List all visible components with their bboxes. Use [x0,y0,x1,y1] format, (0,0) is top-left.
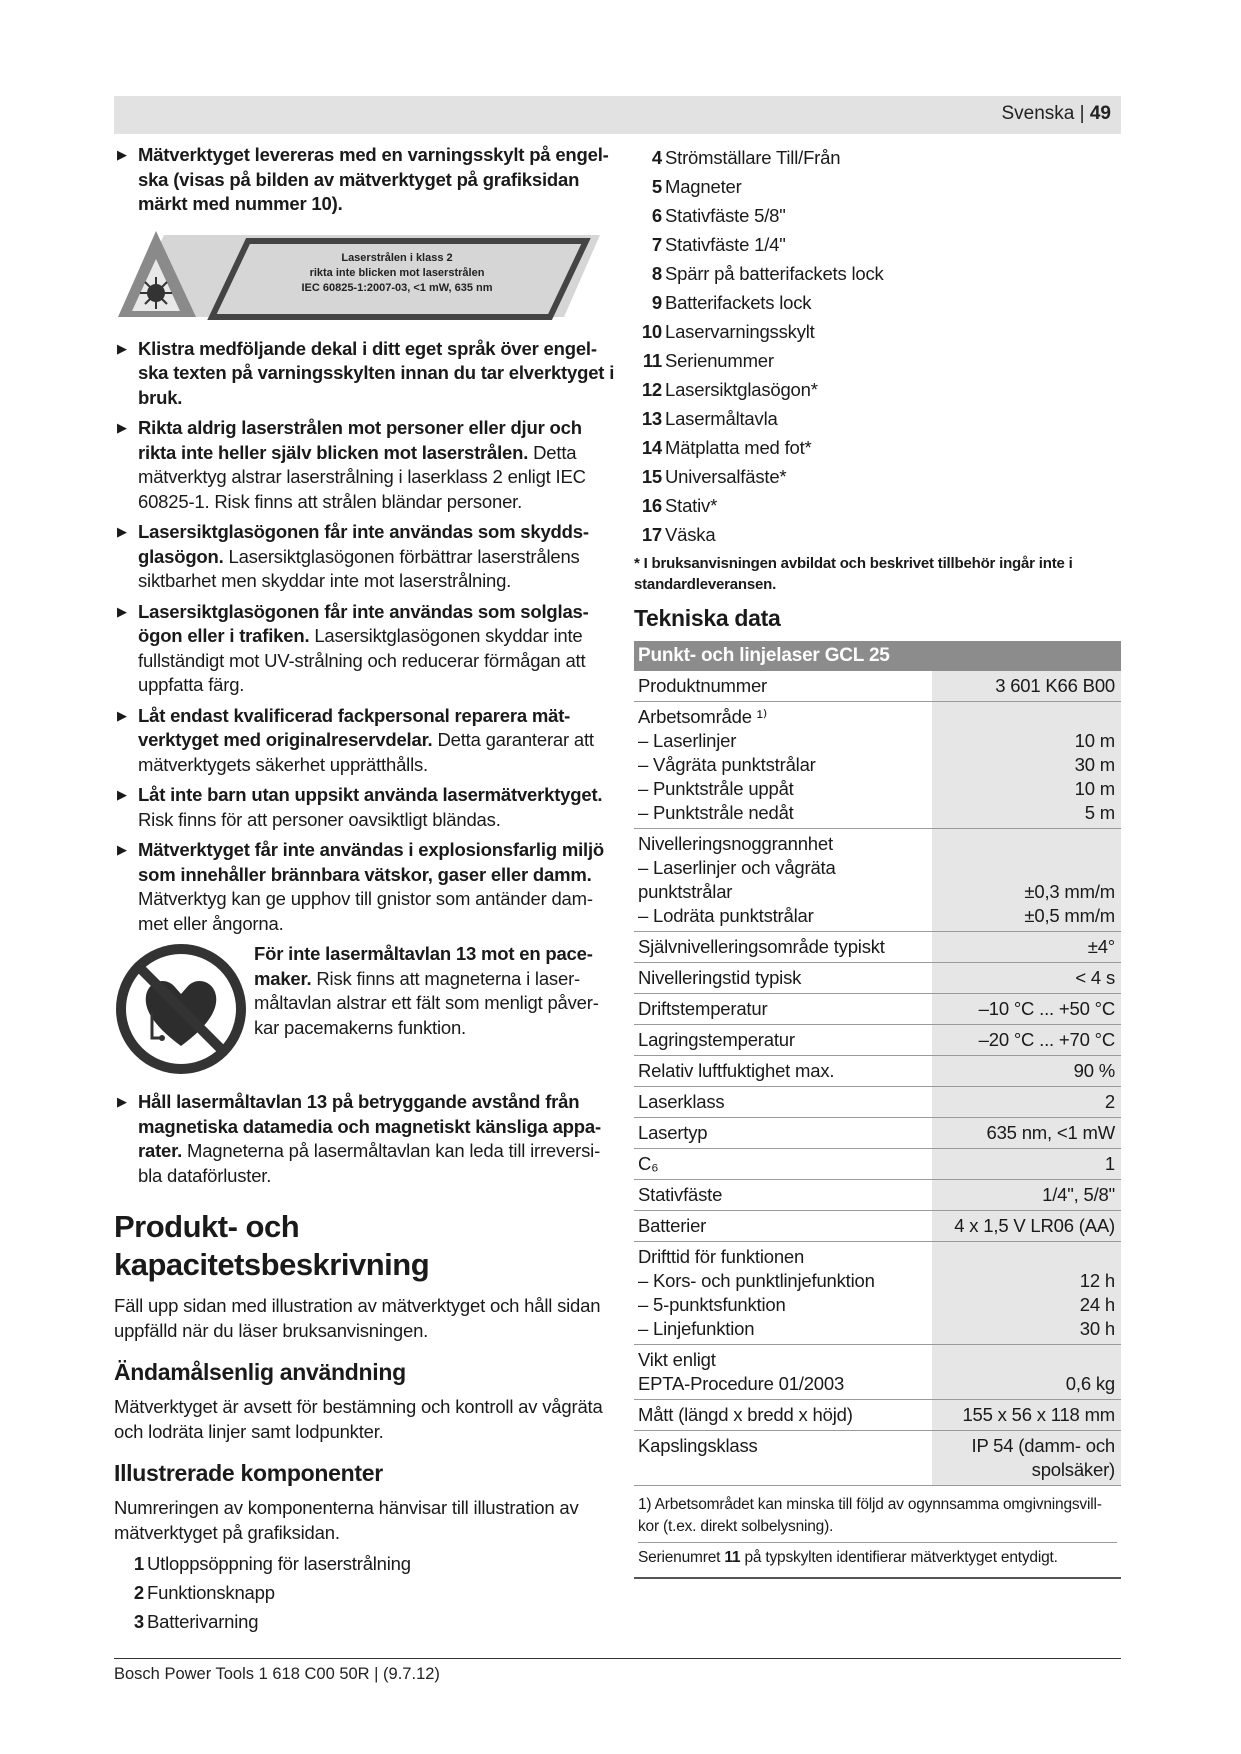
bullet-text: Mätverktyg kan ge upphov till gnistor som antänder dam-met eller ångorna. [138,888,593,934]
spec-value [932,671,1121,702]
spec-label-line: – Kors- och punktlinjefunktion [638,1270,875,1291]
spec-label-line: Nivelleringsnoggrannhet [638,833,833,854]
table-header: Punkt- och linjelaser GCL 25 [634,641,1121,671]
table-row [634,1400,1121,1431]
bullet-arrow-icon: ▶ [117,787,127,802]
spec-label-line: Vikt enligt [638,1349,716,1370]
spec-label [634,1211,932,1242]
safety-bullet-7 [114,783,616,832]
component-label: Stativfäste 1/4" [665,234,786,255]
spec-value-line: 30 h [1079,1318,1115,1339]
table-row [634,1345,1121,1400]
spec-label [634,932,932,963]
spec-value-line: ±4° [1087,936,1115,957]
spec-value-line: 1/4", 5/8" [1042,1184,1115,1205]
bullet-arrow-icon: ▶ [117,420,127,435]
header-language: Svenska [1001,103,1075,124]
safety-bullet-4 [114,520,616,594]
left-column [114,143,616,1636]
spec-label [634,1025,932,1056]
spec-value-line: 10 m [1074,778,1115,799]
bullet-arrow-icon: ▶ [117,603,127,619]
serial-note-pre: Serienumret [638,1549,725,1566]
component-number: 6 [651,205,662,226]
component-label: Batterivarning [147,1611,259,1632]
component-label: Stativ* [665,495,718,516]
safety-bullet-8 [114,838,616,936]
list-item [634,288,1121,317]
bullet-arrow-icon: ▶ [117,707,127,723]
component-number: 1 [133,1553,144,1574]
accessory-note: * I bruksanvisningen avbildat och beskrivet tillbehör ingår inte i standardleveransen. [634,555,1073,593]
table-row [634,1087,1121,1118]
page-header [114,96,1121,134]
table-row [634,1211,1121,1242]
spec-label [634,1345,932,1400]
table-row [634,932,1121,963]
bullet-arrow-icon: ▶ [117,842,127,857]
safety-bullet-1 [114,143,616,217]
footnote-1: 1) Arbetsområdet kan minska till följd av ogynnsamma omgivningsvill-kor (t.ex. direkt solbelysning). [638,1496,1102,1535]
spec-value-line [936,705,1115,729]
component-number: 15 [641,466,662,487]
spec-value-line: < 4 s [1075,967,1115,988]
spec-value-line: 30 m [1074,754,1115,775]
component-number: 3 [133,1611,144,1632]
bullet-text: Detta garanterar att mätverktygets säkerhet upprätthålls. [138,729,594,775]
component-label: Spärr på batterifackets lock [665,263,884,284]
component-label: Utloppsöppning för laserstrålning [147,1553,411,1574]
spec-label [634,1087,932,1118]
spec-label-line: – Punktstråle nedåt [638,802,794,823]
spec-label [634,1431,932,1486]
tech-data-title: Tekniska data [634,605,781,631]
component-label: Lasersiktglasögon* [665,379,818,400]
spec-value-line: 12 h [1079,1270,1115,1291]
component-label: Lasermåltavla [665,408,778,429]
spec-label-line: Laserklass [638,1091,725,1112]
spec-label-line: Lasertyp [638,1122,708,1143]
table-row [634,994,1121,1025]
bullet-bold: Håll lasermåltavlan 13 på betryggande avstånd från magnetiska datamedia och magnetiskt känsliga appa-rater. [138,1091,601,1161]
component-number: 12 [641,379,662,400]
safety-bullet-3 [114,416,616,514]
spec-value [932,1242,1121,1345]
list-item [634,520,1121,549]
bullet-bold: Klistra medföljande dekal i ditt eget språk över engel-ska texten på varningsskylten innan du tar elverktyget i bruk. [138,337,615,408]
bullet-text: Risk finns för att personer oavsiktligt bländas. [138,808,501,830]
spec-label [634,1149,932,1180]
bullet-text: Lasersiktglasögonen skyddar inte fullständigt mot UV-strålning och reducerar förmågan att uppfatta färg. [138,625,586,695]
bullet-bold: Låt inte barn utan uppsikt använda lasermätverktyget. [138,784,603,805]
bullet-bold: Mätverktyget får inte användas i explosionsfarlig miljö som innehåller brännbara vätskor, gaser eller damm. [138,839,605,885]
list-item [634,462,1121,491]
table-row [634,829,1121,932]
spec-value-line [936,1348,1115,1372]
header-separator: | [1074,103,1090,124]
spec-label-line: EPTA-Procedure 01/2003 [638,1373,845,1394]
bullet-arrow-icon: ▶ [117,147,127,162]
component-number: 10 [641,321,662,342]
bullet-arrow-icon: ▶ [117,340,127,356]
spec-label-line: C₆ [638,1153,659,1174]
spec-value-line: –20 °C ... +70 °C [978,1029,1115,1050]
component-number: 13 [641,408,662,429]
spec-value-line: 2 [1104,1091,1115,1112]
component-label: Batterifackets lock [665,292,812,313]
page-footer: Bosch Power Tools 1 618 C00 50R | (9.7.12) [114,1665,440,1683]
spec-label-line: – Laserlinjer och vågräta [638,857,836,878]
spec-value [932,1180,1121,1211]
table-row [634,671,1121,702]
spec-label-line: Nivelleringstid typisk [638,967,802,988]
bullet-arrow-icon: ▶ [117,1094,127,1109]
laser-warning-label [116,229,600,325]
table-row [634,1025,1121,1056]
bullet-arrow-icon: ▶ [117,524,127,539]
warning-line-2: rikta inte blicken mot laserstrålen [309,266,485,279]
list-item [130,1607,616,1636]
component-number: 14 [641,437,662,458]
component-list-left [130,1549,616,1636]
spec-value [932,963,1121,994]
tech-data-table [634,641,1121,1486]
spec-label-line: Drifttid för funktionen [638,1246,805,1267]
list-item [634,375,1121,404]
spec-label-line: punktstrålar [638,881,733,902]
header-text [1001,103,1111,125]
spec-label [634,1180,932,1211]
component-number: 11 [642,350,662,371]
footer-divider [114,1658,1121,1659]
component-label: Laservarningsskylt [665,321,815,342]
table-row [634,1180,1121,1211]
components-intro: Numreringen av komponenterna hänvisar till illustration av mätverktyget på grafiksidan. [114,1497,579,1543]
bullet-text: Magneterna på lasermåltavlan kan leda till irreversi-bla dataförluster. [138,1140,601,1186]
bullet-bold: Lasersiktglasögonen får inte användas som solglas-ögon eller i trafiken. [138,600,589,646]
table-row [634,1242,1121,1345]
table-row [634,1431,1121,1486]
spec-label-line: – Linjefunktion [638,1318,755,1339]
list-item [130,1549,616,1578]
spec-value [932,1211,1121,1242]
spec-label [634,1242,932,1345]
list-item [634,491,1121,520]
list-item [634,259,1121,288]
bullet-text: Detta mätverktyg alstrar laserstrålning i laserklass 2 enligt IEC 60825-1. Risk finns att strålen bländar personer. [138,441,586,512]
spec-value-line: 3 601 K66 B00 [995,675,1115,696]
spec-label-line: Driftstemperatur [638,998,768,1019]
spec-label-line [638,1458,928,1482]
bullet-bold: Lasersiktglasögonen får inte användas som skydds-glasögon. [138,521,589,567]
list-item [634,317,1121,346]
spec-value-line: –10 °C ... +50 °C [978,998,1115,1019]
spec-value-line: 5 m [1084,802,1115,823]
spec-label [634,829,932,932]
spec-label-line: Arbetsområde ¹⁾ [638,706,768,727]
spec-label-line: Kapslingsklass [638,1435,758,1456]
component-number: 2 [133,1582,144,1603]
page-number: 49 [1089,103,1111,124]
list-item [634,172,1121,201]
spec-label-line: Batterier [638,1215,707,1236]
component-number: 5 [651,176,662,197]
bullet-bold: Låt endast kvalificerad fackpersonal reparera mät-verktyget med originalreservdelar. [138,704,571,750]
spec-value-line [936,856,1115,880]
spec-value-line: 4 x 1,5 V LR06 (AA) [954,1215,1115,1236]
spec-label-line: – Laserlinjer [638,730,737,751]
spec-value-line: 90 % [1073,1060,1115,1081]
spec-value [932,1431,1121,1486]
section-title: Produkt- och kapacitetsbeskrivning [114,1209,430,1282]
spec-label-line: – 5-punktsfunktion [638,1294,786,1315]
safety-bullet-9 [114,1090,616,1188]
spec-value [932,1056,1121,1087]
spec-label-line: Mått (längd x bredd x höjd) [638,1404,853,1425]
component-label: Serienummer [665,350,774,371]
warning-line-1: Laserstrålen i klass 2 [341,251,453,264]
table-row [634,1056,1121,1087]
spec-label-line: Självnivelleringsområde typiskt [638,936,885,957]
spec-label-line: – Vågräta punktstrålar [638,754,816,775]
component-number: 8 [651,263,662,284]
table-notes [634,1486,1121,1579]
spec-value [932,1118,1121,1149]
component-list-right [634,143,1121,549]
usage-title: Ändamålsenlig användning [114,1359,406,1385]
spec-value [932,1345,1121,1400]
components-title: Illustrerade komponenter [114,1460,383,1486]
table-row [634,1149,1121,1180]
spec-value-line [936,832,1115,856]
component-label: Mätplatta med fot* [665,437,812,458]
spec-label-line: Lagringstemperatur [638,1029,795,1050]
spec-value-line: 24 h [1079,1294,1115,1315]
safety-bullet-6 [114,704,616,778]
spec-value [932,1400,1121,1431]
spec-label-line: Produktnummer [638,675,768,696]
safety-bullet-2 [114,337,616,411]
component-number: 7 [651,234,662,255]
bullet-text: Lasersiktglasögonen förbättrar laserstrålens siktbarhet men skyddar inte mot laserstrålning. [138,545,580,591]
list-item [634,143,1121,172]
spec-label [634,1400,932,1431]
serial-note [638,1542,1117,1569]
spec-label-line: – Punktstråle uppåt [638,778,794,799]
bullet-bold: Rikta aldrig laserstrålen mot personer eller djur och rikta inte heller själv blicken mot laserstrålen. [138,417,582,463]
usage-text: Mätverktyget är avsett för bestämning och kontroll av vågräta och lodräta linjer samt lodpunkter. [114,1396,603,1442]
component-label: Väska [665,524,716,545]
spec-value-line [936,1245,1115,1269]
spec-value-line: 1 [1104,1153,1115,1174]
spec-value-line: ±0,3 mm/m [1024,881,1115,902]
spec-label [634,1118,932,1149]
spec-value-line: 155 x 56 x 118 mm [962,1404,1115,1425]
component-label: Magneter [665,176,742,197]
serial-note-post: på typskylten identifierar mätverktyget entydigt. [740,1549,1058,1566]
spec-value [932,829,1121,932]
spec-value-line: 0,6 kg [1065,1373,1115,1394]
bullet-bold: Mätverktyget levereras med en varningsskylt på engel-ska (visas på bilden av mätverktyget på grafiksidan märkt med nummer 10). [138,144,609,214]
spec-value [932,932,1121,963]
component-number: 4 [651,147,662,168]
section-intro: Fäll upp sidan med illustration av mätverktyget och håll sidan uppfälld när du läser bruksanvisningen. [114,1295,601,1341]
spec-value [932,702,1121,829]
table-row [634,963,1121,994]
list-item [634,404,1121,433]
spec-value-line: ±0,5 mm/m [1024,905,1115,926]
pacemaker-warning [114,942,616,1076]
component-label: Universalfäste* [665,466,787,487]
spec-value [932,994,1121,1025]
warning-line-3: IEC 60825-1:2007-03, <1 mW, 635 nm [301,281,493,294]
component-label: Funktionsknapp [147,1582,275,1603]
no-pacemaker-icon [114,942,248,1076]
serial-note-num: 11 [724,1549,741,1566]
spec-label [634,702,932,829]
pacemaker-bold: För inte lasermåltavlan 13 mot en pace-maker. [254,943,593,989]
spec-label [634,994,932,1025]
list-item [634,201,1121,230]
list-item [634,433,1121,462]
spec-value [932,1149,1121,1180]
component-number: 16 [641,495,662,516]
spec-label-line: – Lodräta punktstrålar [638,905,814,926]
spec-label [634,1056,932,1087]
component-number: 9 [651,292,662,313]
safety-bullet-5 [114,600,616,698]
spec-label [634,671,932,702]
list-item [634,230,1121,259]
warning-label-text [272,251,522,296]
spec-value-line: spolsäker) [1031,1459,1115,1480]
spec-label [634,963,932,994]
table-row [634,1118,1121,1149]
spec-value-line: 10 m [1074,730,1115,751]
spec-label-line: Relativ luftfuktighet max. [638,1060,835,1081]
spec-value-line: IP 54 (damm- och [971,1435,1115,1456]
spec-value [932,1087,1121,1118]
component-number: 17 [641,524,662,545]
list-item [130,1578,616,1607]
component-label: Stativfäste 5/8" [665,205,786,226]
spec-label-line: Stativfäste [638,1184,723,1205]
component-label: Strömställare Till/Från [665,147,841,168]
pacemaker-text: Risk finns att magneterna i laser-måltavlan alstrar ett fält som menligt påver-kar pacemakerns funktion. [254,967,599,1038]
spec-value [932,1025,1121,1056]
spec-value-line: 635 nm, <1 mW [986,1122,1115,1143]
list-item [634,346,1121,375]
right-column [634,143,1121,1579]
table-row [634,702,1121,829]
